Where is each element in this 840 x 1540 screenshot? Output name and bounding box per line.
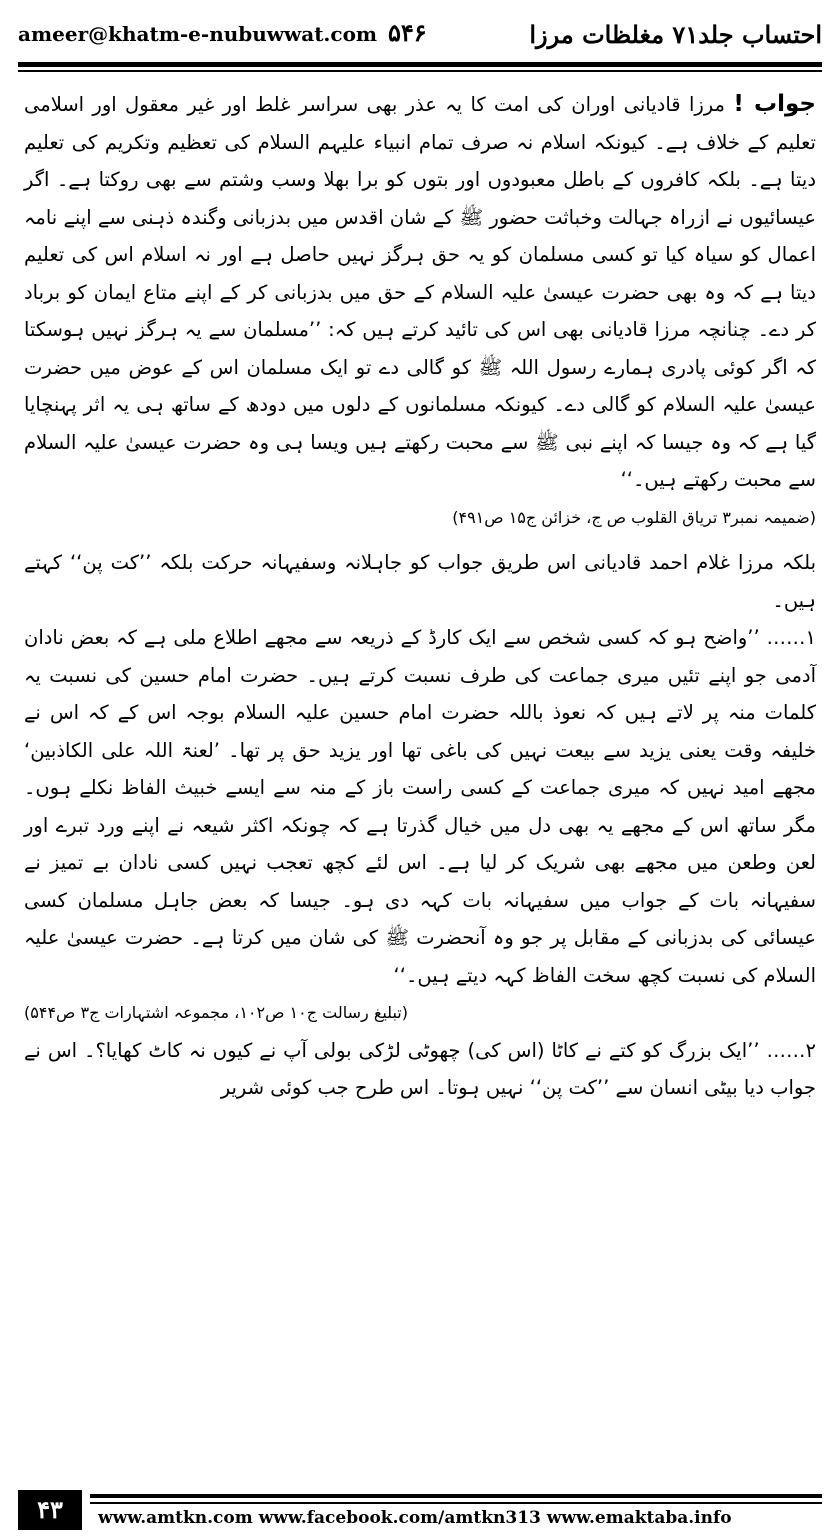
- page-body: [24, 86, 816, 1107]
- paragraph-quote-2: ۲…… ’’ایک بزرگ کو کتے نے کاٹا (اس کی) چھوٹی لڑکی بولی آپ نے کیوں نہ کاٹ کھایا؟۔ اس نے جواب دیا بیٹی انسان سے ’’کت پن‘‘ نہیں ہوتا۔ اس طرح جب کوئی شریر: [24, 1038, 816, 1099]
- header-page-number: ۵۴۶: [388, 18, 427, 47]
- header-email: ameer@khatm-e-nubuwwat.com: [18, 22, 378, 46]
- header-rule-thin: [18, 70, 822, 72]
- paragraph-text: مرزا قادیانی اوران کی امت کا یہ عذر بھی سراسر غلط اور غیر معقول اور اسلامی تعلیم کے خلاف ہے۔ کیونکہ اسلام نہ صرف تمام انبیاء علیہم السلام کی تعظیم وتکریم کی تعلیم دیتا ہے۔ بلکہ کافروں کے باطل معبودوں اور بتوں کو برا بھلا وسب وشتم سے بھی روکتا ہے۔ اگر عیسائیوں نے ازراہ جہالت وخباثت حضور ﷺ کے شان اقدس میں بدزبانی وگندہ ذہنی سے اپنے نامہ اعمال کو سیاہ کیا تو کسی مسلمان کو یہ حق ہرگز نہیں حاصل ہے اور نہ اسلام اس کی تعلیم دیتا ہے کہ وہ بھی حضرت عیسیٰ علیہ السلام کے حق میں بدزبانی کر کے اپنے متاع ایمان کو برباد کر دے۔ چنانچہ مرزا قادیانی بھی اس کی تائید کرتے ہیں کہ: ’’مسلمان سے یہ ہرگز نہیں ہوسکتا کہ اگر کوئی پادری ہمارے رسول اللہ ﷺ کو گالی دے تو ایک مسلمان اس کے عوض میں حضرت عیسیٰ علیہ السلام کو گالی دے۔ کیونکہ مسلمانوں کے دلوں میں دودھ کے ساتھ ہی یہ اثر پہنچایا گیا ہے کہ وہ جیسا کہ اپنے نبی ﷺ سے محبت رکھتے ہیں ویسا ہی وہ حضرت عیسیٰ علیہ السلام سے محبت رکھتے ہیں۔‘‘: [24, 93, 816, 491]
- answer-label: جواب !: [733, 91, 816, 117]
- paragraph-answer: [24, 86, 816, 499]
- citation: (ضمیمہ نمبر۳ تریاق القلوب ص ج، خزائن ج۱۵ ص۴۹۱): [452, 507, 816, 527]
- paragraph-quote-1: ۱…… ’’واضح ہو کہ کسی شخص سے ایک کارڈ کے ذریعہ سے مجھے اطلاع ملی ہے کہ بعض نادان آدمی جو اپنے تئیں میری جماعت کی طرف نسبت کرتے ہیں۔ حضرت امام حسین کی نسبت یہ کلمات منہ پر لاتے ہیں کہ نعوذ باللہ حضرت امام حسین علیہ السلام بوجہ اس کے کہ اس نے خلیفہ وقت یعنی یزید سے بیعت نہیں کی باغی تھا اور یزید حق پر تھا۔ ’لعنۃ اللہ علی الکاذبین‘ مجھے امید نہیں کہ میری جماعت کے کسی راست باز کے منہ سے ایسے خبیث الفاظ نکلے ہوں۔ مگر ساتھ اس کے مجھے یہ بھی دل میں خیال گذرتا ہے کہ چونکہ اکثر شیعہ نے اپنے ورد تبرے اور لعن وطعن میں مجھے بھی شریک کر لیا ہے۔ اس لئے کچھ تعجب نہیں کسی نادان بے تمیز نے سفیہانہ بات کے جواب میں سفیہانہ بات کہہ دی ہو۔ جیسا کہ بعض جاہل مسلمان کسی عیسائی کی بدزبانی کے مقابل پر جو وہ آنحضرت ﷺ کی شان میں کرتا ہے۔ حضرت عیسیٰ علیہ السلام کی نسبت کچھ سخت الفاظ کہہ دیتے ہیں۔‘‘: [24, 626, 816, 987]
- footer-rule-thick: [90, 1494, 822, 1498]
- page-footer: [18, 1490, 822, 1530]
- header-book-title: احتساب جلد۷۱ مغلظات مرزا: [529, 20, 822, 49]
- footer-page-number: ۴۳: [18, 1490, 82, 1530]
- citation: (تبلیغ رسالت ج۱۰ ص۱۰۲، مجموعہ اشتہارات ج۳ ص۵۴۴): [24, 1003, 408, 1022]
- paragraph: بلکہ مرزا غلام احمد قادیانی اس طریق جواب کو جاہلانہ وسفیہانہ حرکت بلکہ ’’کت پن‘‘ کہتے ہیں۔: [24, 551, 816, 612]
- footer-links[interactable]: www.amtkn.com www.facebook.com/amtkn313 www.emaktaba.info: [98, 1508, 732, 1528]
- footer-rule-thin: [90, 1502, 822, 1504]
- header-rule-thick: [18, 62, 822, 67]
- page-header: [18, 14, 822, 58]
